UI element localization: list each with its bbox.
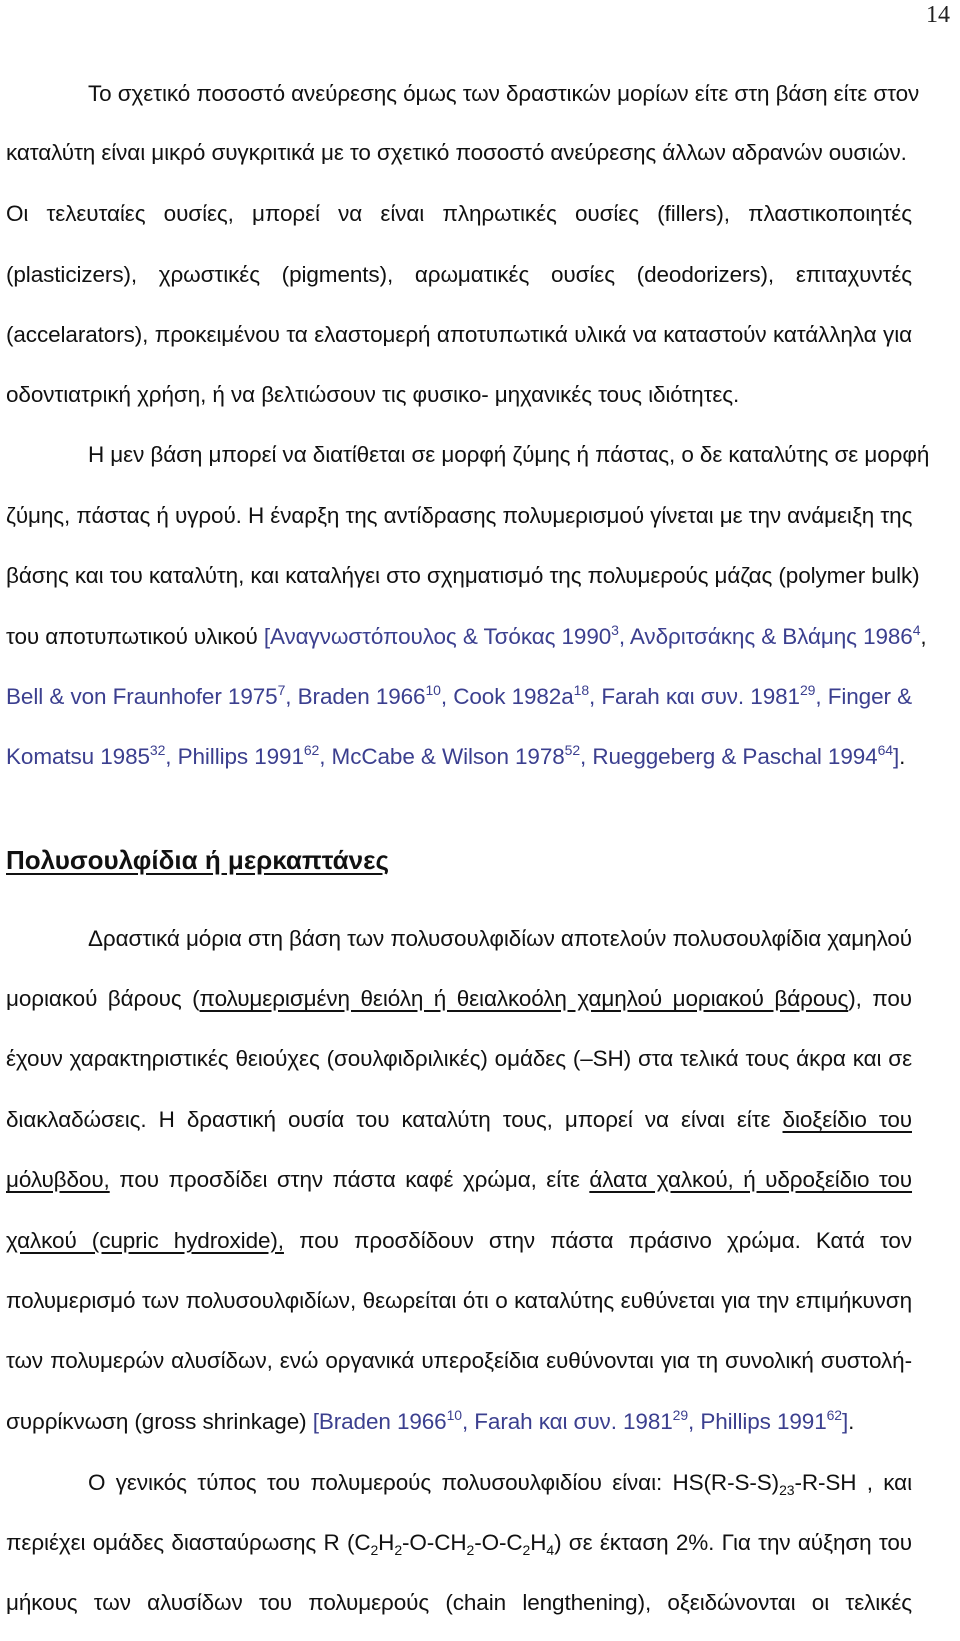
text-line — [6, 622, 927, 651]
citation-number: 10 — [446, 1407, 462, 1423]
text-span: συρρίκνωση (gross shrinkage) — [6, 1409, 313, 1434]
citation: , Farah και συν. 1981 — [589, 684, 800, 709]
text-span: του αποτυπωτικού υλικού — [6, 624, 264, 649]
text-line — [88, 1469, 912, 1497]
text-span: ), που — [848, 986, 912, 1011]
text-span: -O-CH — [402, 1530, 467, 1555]
citation-number: 29 — [672, 1407, 689, 1423]
citation-number: 64 — [877, 742, 893, 758]
text-span: . — [899, 744, 906, 769]
citation-number: 10 — [425, 682, 441, 698]
citation-number: 62 — [826, 1407, 842, 1423]
citation: Bell & von Fraunhofer 1975 — [6, 684, 278, 709]
subscript: 2 — [394, 1542, 403, 1558]
citation: , Phillips 1991 — [688, 1409, 827, 1434]
citation: , Rueggeberg & Paschal 1994 — [580, 744, 878, 769]
citation-number: 18 — [573, 682, 590, 698]
text-line: πολυμερισμό των πολυσουλφιδίων, θεωρείται ότι ο καταλύτης ευθύνεται για την επιμήκυνση — [6, 1288, 912, 1313]
text-line: (accelarators), προκειμένου τα ελαστομερή αποτυπωτικά υλικά να καταστούν κατάλληλα για — [6, 322, 912, 347]
citation: ] — [842, 1409, 849, 1434]
text-line: των πολυμερών αλυσίδων, ενώ οργανικά υπεροξείδια ευθύνονται για τη συνολική συστολή- — [6, 1348, 912, 1373]
text-span: περιέχει ομάδες διασταύρωσης R (C — [6, 1530, 371, 1555]
text-line — [6, 1166, 912, 1194]
text-line: έχουν χαρακτηριστικές θειούχες (σουλφιδριλικές) ομάδες (–SH) στα τελικά τους άκρα και σε — [6, 1046, 912, 1071]
citation: , McCabe & Wilson 1978 — [319, 744, 565, 769]
citation: , Braden 1966 — [285, 684, 426, 709]
text-span: που προσδίδουν στην πάστα πράσινο χρώμα. Κατά τον — [283, 1228, 912, 1253]
citation-number: 62 — [303, 742, 320, 758]
text-line: ζύμης, πάστας ή υγρού. Η έναρξη της αντίδρασης πολυμερισμού γίνεται με την ανάμειξη της — [6, 503, 913, 528]
page-number: 14 — [926, 2, 950, 28]
citation: [Αναγνωστόπουλος & Τσόκας 1990 — [263, 624, 612, 649]
text-line: Δραστικά μόρια στη βάση των πολυσουλφιδίων αποτελούν πολυσουλφίδια χαμηλού — [88, 926, 912, 951]
text-line — [6, 1408, 912, 1436]
text-span: H — [530, 1530, 547, 1555]
text-line — [6, 743, 912, 771]
text-span: -R-SH , και — [794, 1470, 912, 1495]
text-span: ) σε έκταση 2%. Για την αύξηση του — [554, 1530, 912, 1555]
citation: , Farah και συν. 1981 — [461, 1409, 673, 1434]
subscript: 23 — [779, 1482, 795, 1498]
text-span: μοριακού βάρους ( — [6, 986, 200, 1011]
citation-number: 29 — [799, 682, 816, 698]
text-span: Ο γενικός τύπος του πολυμερούς πολυσουλφιδίου είναι: HS(R-S-S) — [88, 1470, 780, 1495]
subscript: 4 — [546, 1542, 555, 1558]
underlined-text: χαλκού (cupric hydroxide), — [6, 1228, 284, 1253]
citation: [Braden 1966 — [312, 1409, 447, 1434]
citation-number: 32 — [149, 742, 166, 758]
text-line — [6, 1106, 912, 1134]
underlined-text: διοξείδιο του — [782, 1107, 912, 1132]
citation-number: 7 — [277, 682, 286, 698]
text-span: . — [848, 1409, 855, 1434]
citation: , Ανδριτσάκης & Βλάμης 1986 — [618, 624, 913, 649]
text-line: (plasticizers), χρωστικές (pigments), αρωματικές ουσίες (deodorizers), επιταχυντές — [6, 262, 912, 287]
text-line: μήκους των αλυσίδων του πολυμερούς (chain lengthening), οξειδώνονται οι τελικές — [6, 1590, 912, 1615]
text-line: Το σχετικό ποσοστό ανεύρεσης όμως των δραστικών μορίων είτε στη βάση είτε στον — [88, 81, 920, 106]
text-span: που προσδίδει στην πάστα καφέ χρώμα, είτε — [109, 1167, 590, 1192]
text-line — [6, 1227, 912, 1255]
text-span: , — [920, 624, 927, 649]
text-span: διακλαδώσεις. Η δραστική ουσία του καταλύτη τους, μπορεί να είναι είτε — [6, 1107, 783, 1132]
text-line — [6, 985, 912, 1013]
text-span: H — [378, 1530, 395, 1555]
text-line: Η μεν βάση μπορεί να διατίθεται σε μορφή ζύμης ή πάστας, ο δε καταλύτης σε μορφή — [88, 442, 930, 467]
subscript: 2 — [370, 1542, 379, 1558]
underlined-text: άλατα χαλκού, ή υδροξείδιο του — [589, 1167, 913, 1192]
citation-number: 4 — [912, 622, 921, 638]
text-line: οδοντιατρική χρήση, ή να βελτιώσουν τις φυσικο- μηχανικές τους ιδιότητες. — [6, 382, 740, 407]
underlined-text: πολυμερισμένη θειόλη ή θειαλκοόλη χαμηλού μοριακού βάρους — [199, 986, 849, 1011]
section-heading: Πολυσουλφίδια ή μερκαπτάνες — [6, 845, 389, 875]
citation: , Cook 1982a — [440, 684, 574, 709]
citation: Komatsu 1985 — [6, 744, 150, 769]
citation-number: 52 — [564, 742, 581, 758]
text-span: -O-C — [474, 1530, 523, 1555]
citation: ] — [892, 744, 900, 769]
text-line: βάσης και του καταλύτη, και καταλήγει στο σχηματισμό της πολυμερούς μάζας (polymer bulk) — [6, 563, 920, 588]
citation: , Finger & — [815, 684, 912, 709]
citation-number: 3 — [611, 622, 619, 638]
subscript: 2 — [522, 1542, 531, 1558]
text-line: Οι τελευταίες ουσίες, μπορεί να είναι πληρωτικές ουσίες (fillers), πλαστικοποιητές — [6, 201, 912, 226]
text-line: καταλύτη είναι μικρό συγκριτικά με το σχετικό ποσοστό ανεύρεσης άλλων αδρανών ουσιών. — [6, 140, 907, 165]
underlined-text: μόλυβδου, — [6, 1167, 110, 1192]
text-line — [6, 1529, 912, 1557]
subscript: 2 — [466, 1542, 475, 1558]
citation: , Phillips 1991 — [165, 744, 304, 769]
text-line — [6, 683, 912, 711]
